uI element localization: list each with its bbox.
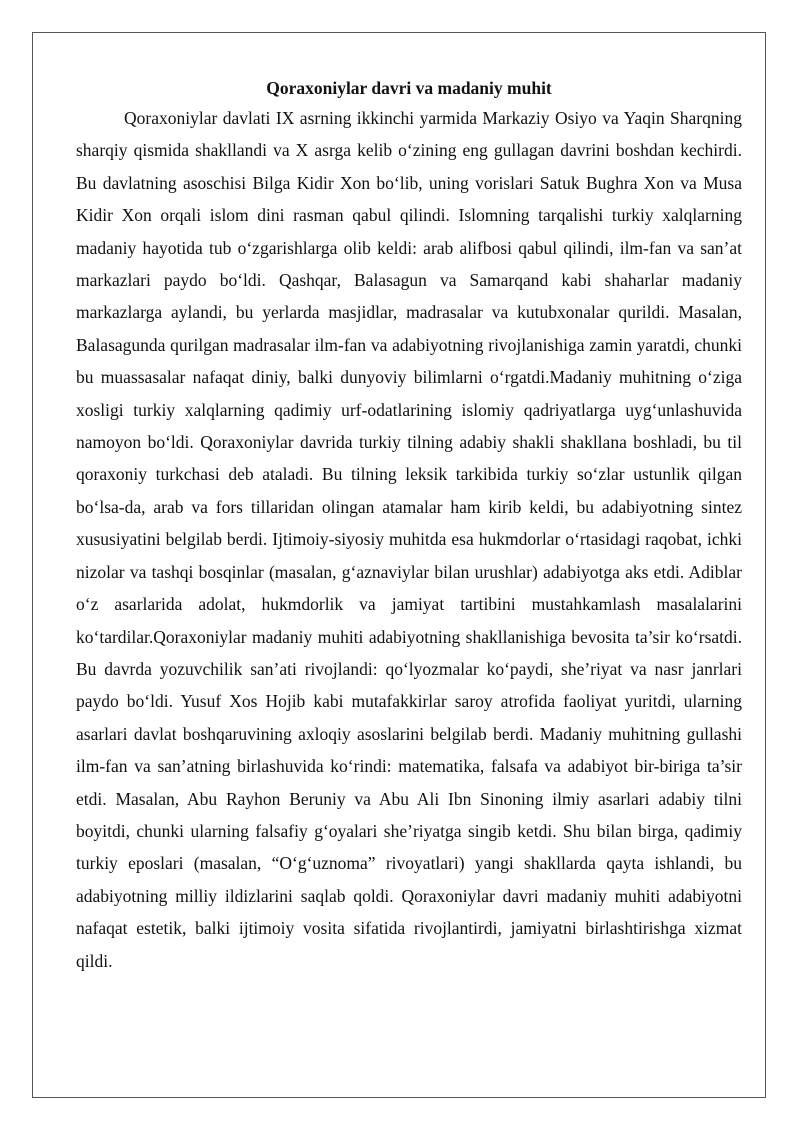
document-title: Qoraxoniylar davri va madaniy muhit xyxy=(266,78,552,98)
document-paragraph: Qoraxoniylar davlati IX asrning ikkinchi yarmida Markaziy Osiyo va Yaqin Sharqning sharqiy qismida shakllandi va X asrga kelib o‘zining eng gullagan davrini boshdan kechirdi. Bu davlatning asoschisi Bilga Kidir Xon bo‘lib, uning vorislari Satuk Bughra Xon va Musa Kidir Xon orqali islom dini rasman qabul qilindi. Islomning tarqalishi turkiy xalqlarning madaniy hayotida tub o‘zgarishlarga olib keldi: arab alifbosi qabul qilindi, ilm-fan va san’at markazlari paydo bo‘ldi. Qashqar, Balasagun va Samarqand kabi shaharlar madaniy markazlarga aylandi, bu yerlarda masjidlar, madrasalar va kutubxonalar qurildi. Masalan, Balasagunda qurilgan madrasalar ilm-fan va adabiyotning rivojlanishiga zamin yaratdi, chunki bu muassasalar nafaqat diniy, balki dunyoviy bilimlarni o‘rgatdi.Madaniy muhitning o‘ziga xosligi turkiy xalqlarning qadimiy urf-odatlarining islomiy qadriyatlarga uyg‘unlashuvida namoyon bo‘ldi. Qoraxoniylar davrida turkiy tilning adabiy shakli shakllana boshladi, bu til qoraxoniy turkchasi deb ataladi. Bu tilning leksik tarkibida turkiy so‘zlar ustunlik qilgan bo‘lsa-da, arab va fors tillaridan olingan atamalar ham kirib keldi, bu adabiyotning sintez xususiyatini belgilab berdi. Ijtimoiy-siyosiy muhitda esa hukmdorlar o‘rtasidagi raqobat, ichki nizolar va tashqi bosqinlar (masalan, g‘aznaviylar bilan urushlar) adabiyotga aks etdi. Adiblar o‘z asarlarida adolat, hukmdorlik va jamiyat tartibini mustahkamlash masalalarini ko‘tardilar.Qoraxoniylar madaniy muhiti adabiyotning shakllanishiga bevosita ta’sir ko‘rsatdi. Bu davrda yozuvchilik san’ati rivojlandi: qo‘lyozmalar ko‘paydi, she’riyat va nasr janrlari paydo bo‘ldi. Yusuf Xos Hojib kabi mutafakkirlar saroy atrofida faoliyat yuritdi, ularning asarlari davlat boshqaruvining axloqiy asoslarini belgilab berdi. Madaniy muhitning gullashi ilm-fan va san’atning birlashuvida ko‘rindi: matematika, falsafa va adabiyot bir-biriga ta’sir etdi. Masalan, Abu Rayhon Beruniy va Abu Ali Ibn Sinoning ilmiy asarlari adabiy tilni boyitdi, chunki ularning falsafiy g‘oyalari she’riyatga singib ketdi. Shu bilan birga, qadimiy turkiy eposlari (masalan, “O‘g‘uznoma” rivoyatlari) yangi shakllarda qayta ishlandi, bu adabiyotning milliy ildizlarini saqlab qoldi. Qoraxoniylar davri madaniy muhiti adabiyotni nafaqat estetik, balki ijtimoiy vosita sifatida rivojlantirdi, jamiyatni birlashtirishga xizmat qildi. xyxy=(76,108,742,971)
document-content xyxy=(76,74,742,977)
